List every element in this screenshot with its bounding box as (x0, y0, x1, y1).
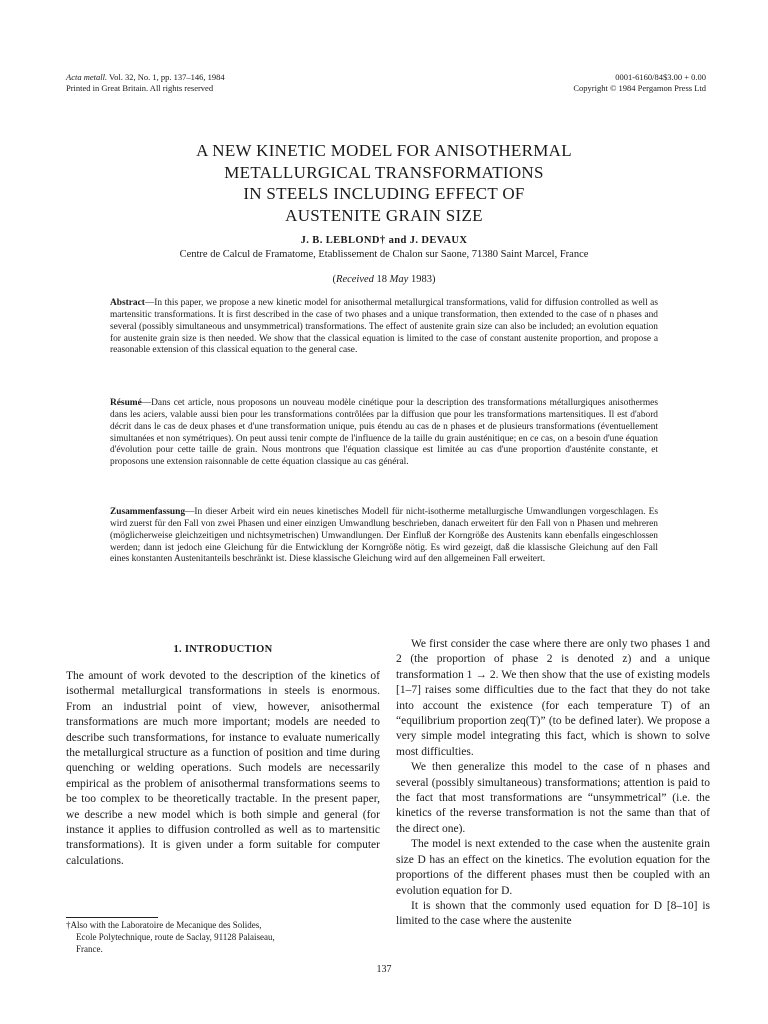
abstract-text: —In this paper, we propose a new kinetic model for anisothermal metallurgical transformations, valid for diffusion controlled as well as martensitic transformations. It is first described in the case of two phases and a unique transformation, then extended to the case of n phases and several (possibly simultaneous and unsymmetrical) transformations. The effect of austenite grain size can also be included; an evolution equation for austenite grain size is then needed. We show that the classical equation is limited to the case of constant austenite proportion, and propose a reasonable extension of this classical equation to the general case. (110, 298, 658, 356)
abstract-label: Abstract (110, 298, 145, 308)
received-month: May (389, 274, 409, 285)
section-heading: 1. INTRODUCTION (173, 644, 273, 655)
left-column (66, 669, 380, 869)
printed-notice: Printed in Great Britain. All rights reserved (66, 83, 214, 93)
copyright-notice: Copyright © 1984 Pergamon Press Ltd (573, 83, 706, 93)
paper-title (0, 140, 768, 226)
received-year: 1983) (408, 274, 436, 285)
journal-name: Acta metall. (66, 72, 108, 82)
affiliation: Centre de Calcul de Framatome, Etablissement de Chalon sur Saone, 71380 Saint Marcel, France (179, 249, 589, 260)
paragraph: We then generalize this model to the case of n phases and several (possibly simultaneous) transformations; attention is paid to the fact that most transformations are “unsymmetrical” (i.e. the kinetics of the reverse transformation is not the same than that of the direct one). (396, 761, 710, 835)
paragraph: We first consider the case where there are only two phases 1 and 2 (the proportion of phase 2 is denoted z) and a unique transformation 1 → 2. We then show that the use of existing models [1–7] raises some difficulties due to the fact that they do not take into account the existence (for each temperature T) of an “equilibrium proportion zeq(T)” (to be defined later). We propose a very simple model integrating this fact, which is shown to solve most difficulties. (396, 638, 710, 758)
authors: J. B. LEBLOND† and J. DEVAUX (300, 235, 468, 246)
footnote (66, 919, 380, 955)
footnote-line: Ecole Polytechnique, route de Saclay, 91128 Palaiseau, (76, 932, 275, 942)
footnote-divider (66, 917, 158, 918)
title-line: A NEW KINETIC MODEL FOR ANISOTHERMAL (196, 141, 572, 160)
title-line: AUSTENITE GRAIN SIZE (285, 205, 483, 225)
resume-text: —Dans cet article, nous proposons un nouveau modèle cinétique pour la description des transformations métallurgiques anisothermes dans les aciers, valable aussi bien pour les transformations contrôlées par la diffusion que pour les transformations martensitiques. Il est d'abord décrit dans le cas de deux phases et d'une transformation unique, puis étendu au cas de n phases et de plusieurs transformations (éventuellement simultanées et non symétriques). On peut aussi tenir compte de l'influence de la taille du grain austénitique; en ce cas, on a besoin d'une équation d'évolution pour cette taille de grain. Nous montrons que l'équation classique est limitée au cas d'une proportion d'austénite constante, et proposons une extension raisonnable de cette équation classique au cas général. (110, 398, 658, 468)
publisher-header (573, 72, 706, 94)
title-line: METALLURGICAL TRANSFORMATIONS (224, 162, 544, 182)
received-day: 18 (373, 274, 390, 285)
zusammenfassung-label: Zusammenfassung (110, 507, 186, 517)
zusammenfassung-text: —In dieser Arbeit wird ein neues kinetisches Modell für nicht-isotherme metallurgische Umwandlungen vorgeschlagen. Es wird zuerst für den Fall von zwei Phasen und einer einzigen Umwandlung beschrieben, danach erweitert für den Fall von n Phasen und mehreren (möglicherweise gleichzeitigen und nichtsymetrischen) Umwandlungen. Der Einfluß der Korngröße des Austenits kann ebenfalls eingeschlossen werden; dann ist jedoch eine Gleichung für die Entwicklung der Korngröße nötig. Es wird gezeigt, daß die klassische Gleichung auf den Fall eines konstanten Austenitanteils beschränkt ist. Diese klassische Gleichung wird auf den allgemeinen Fall erweitert. (110, 507, 658, 565)
right-column (396, 637, 710, 930)
abstract-german (110, 507, 658, 566)
received-open: ( (332, 274, 337, 285)
page-number: 137 (376, 964, 392, 975)
issn-code: 0001-6160/84$3.00 + 0.00 (615, 72, 706, 82)
paragraph: The amount of work devoted to the description of the kinetics of isothermal metallurgical transformations in steels is enormous. From an industrial point of view, however, anisothermal transformations are much more important; models are needed to describe such transformations, for instance to evaluate numerically the metallurgical structure as a function of position and time during quenching or welding operations. Such models are necessarily empirical as the problem of anisothermal transformations seems to be too complex to be theoretically tractable. In the present paper, we describe a new model which is both simple and general (for instance it applies to diffusion controlled as well as to martensitic transformations). It is given under a form suitable for computer calculations. (66, 670, 380, 867)
footnote-line: France. (76, 944, 103, 954)
received-label: Received (336, 274, 374, 285)
abstract-english (110, 298, 658, 357)
abstract-french (110, 398, 658, 469)
footnote-line: †Also with the Laboratoire de Mecanique des Solides, (66, 920, 262, 930)
received-date (0, 274, 768, 285)
title-line: IN STEELS INCLUDING EFFECT OF (243, 184, 525, 204)
paragraph: The model is next extended to the case when the austenite grain size D has an effect on the kinetics. The evolution equation for the proportions of the different phases must then be coupled with an evolution equation for D. (396, 838, 710, 897)
resume-label: Résumé (110, 398, 142, 408)
paragraph: It is shown that the commonly used equation for D [8–10] is limited to the case where the austenite (396, 899, 710, 928)
journal-citation: Vol. 32, No. 1, pp. 137–146, 1984 (107, 72, 225, 82)
journal-header (66, 72, 225, 94)
